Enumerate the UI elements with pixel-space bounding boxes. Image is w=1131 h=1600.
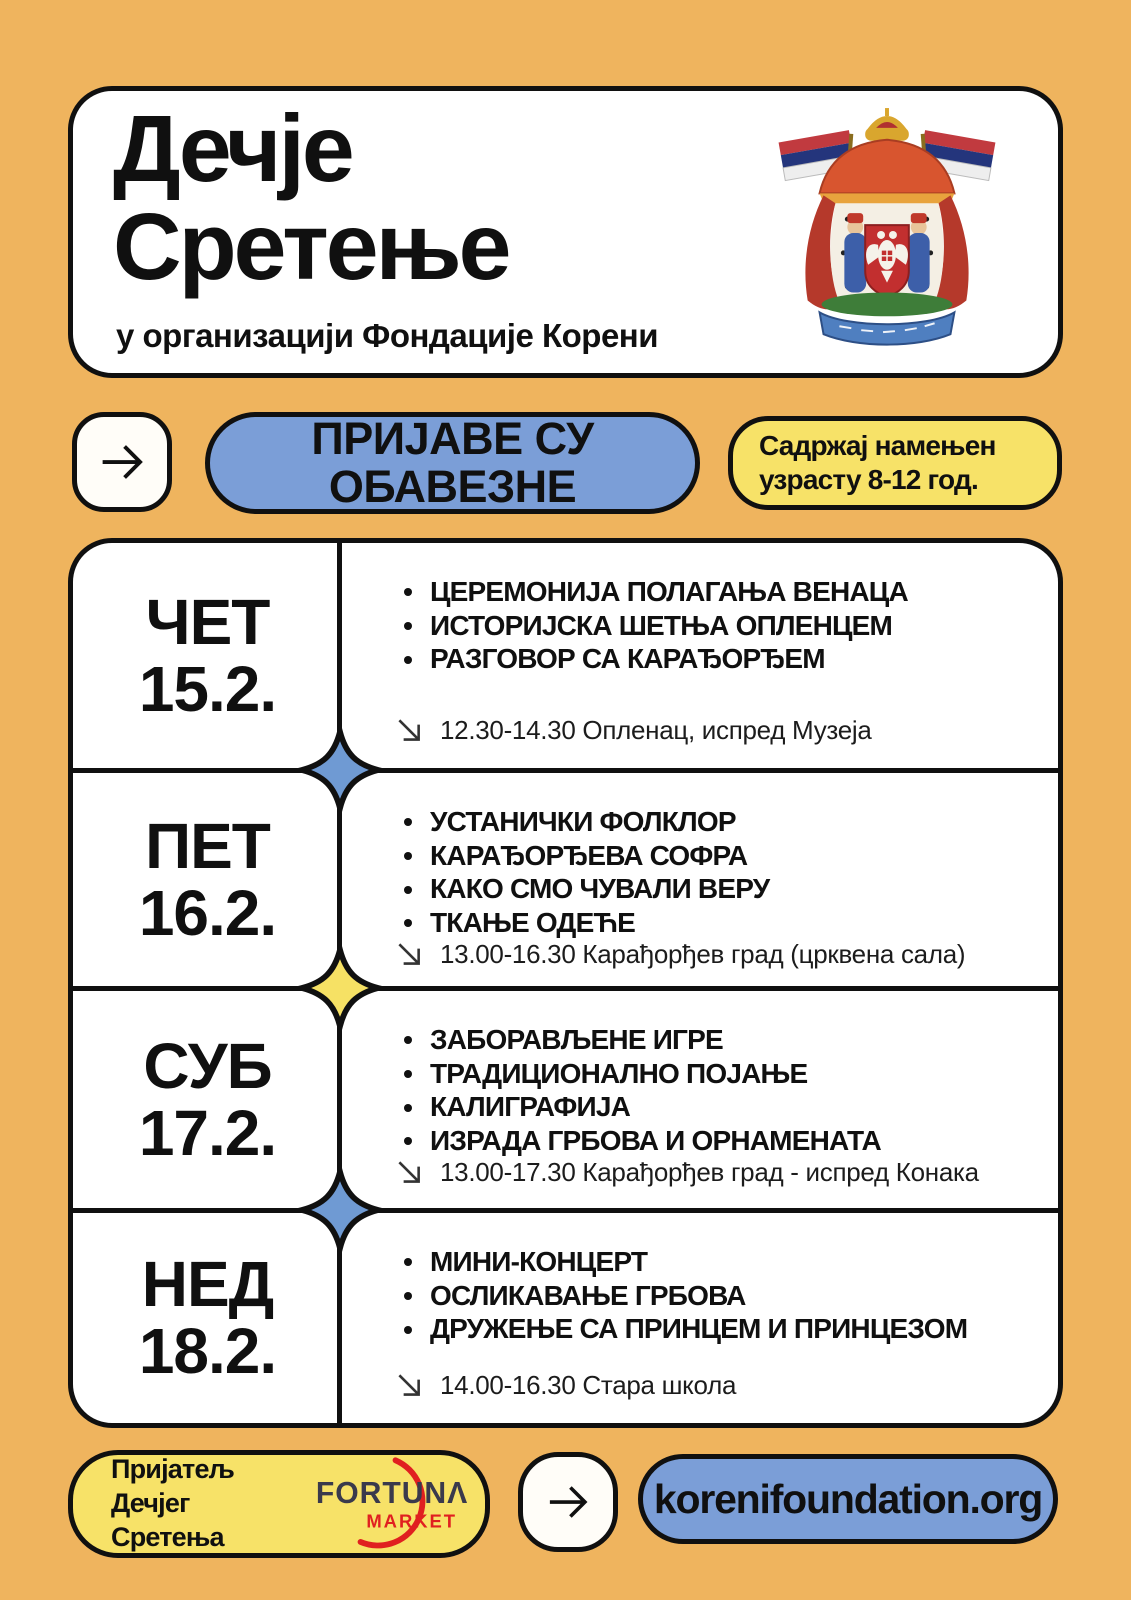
time-location — [394, 1370, 1044, 1401]
date-label: 17.2. — [138, 1096, 277, 1169]
activities-list — [394, 1023, 1044, 1157]
signup-line-2: ОБАВЕЗНЕ — [328, 461, 577, 512]
down-right-arrow-icon — [394, 1158, 424, 1188]
signup-required-banner — [205, 412, 700, 514]
down-right-arrow-icon — [394, 716, 424, 746]
guard-right-icon — [908, 213, 930, 292]
day-label: ПЕТ — [145, 809, 270, 882]
title-line-2: Сретење — [113, 193, 509, 300]
day-label: СУБ — [143, 1029, 272, 1102]
arrow-badge — [518, 1452, 618, 1552]
guard-left-icon — [844, 213, 866, 292]
activities-list — [394, 805, 1044, 939]
arrow-badge — [72, 412, 172, 512]
activity-item: КАРАЂОРЂЕВА СОФРА — [394, 839, 1044, 873]
schedule-row-friday — [73, 773, 1058, 991]
activities-cell — [342, 773, 1058, 986]
fortuna-wordmark: FORTUNΛ — [315, 1477, 469, 1511]
activity-item: УСТАНИЧКИ ФОЛКЛОР — [394, 805, 1044, 839]
title-line-1: Дечје — [113, 96, 352, 202]
day-label: НЕД — [141, 1248, 274, 1321]
activity-item: ЦЕРЕМОНИЈА ПОЛАГАЊА ВЕНАЦА — [394, 575, 1044, 609]
activity-item: ИСТОРИЈСКА ШЕТЊА ОПЛЕНЦЕМ — [394, 609, 1044, 643]
schedule-table — [68, 538, 1063, 1428]
activities-cell — [342, 543, 1058, 768]
page-subtitle: у организацији Фондације Корени — [116, 316, 659, 354]
time-location — [394, 715, 1044, 746]
date-label: 18.2. — [138, 1315, 277, 1387]
sponsor-caption-line-1: Пријатељ — [111, 1454, 235, 1485]
coat-of-arms-icon — [768, 103, 1006, 365]
activities-cell — [342, 1213, 1058, 1423]
activity-item: ТРАДИЦИОНАЛНО ПОЈАЊЕ — [394, 1057, 1044, 1091]
date-label: 15.2. — [138, 652, 277, 725]
activity-item: МИНИ-КОНЦЕРТ — [394, 1245, 1044, 1279]
activities-list — [394, 575, 1044, 676]
age-line-2: узрасту 8-12 год. — [759, 464, 978, 495]
age-range-badge — [728, 416, 1062, 510]
arrow-right-icon — [539, 1473, 597, 1531]
time-location-text: 13.00-16.30 Карађорђев град (црквена сала) — [440, 939, 966, 970]
day-label: ЧЕТ — [145, 585, 270, 658]
schedule-row-saturday — [73, 991, 1058, 1213]
four-point-star-icon — [297, 1167, 383, 1253]
activities-cell — [342, 991, 1058, 1208]
down-right-arrow-icon — [394, 940, 424, 970]
activity-item: КАКО СМО ЧУВАЛИ ВЕРУ — [394, 872, 1044, 906]
activity-item: ТКАЊЕ ОДЕЋЕ — [394, 906, 1044, 940]
down-right-arrow-icon — [394, 1371, 424, 1401]
sponsor-badge — [68, 1450, 490, 1558]
activity-item: ЗАБОРАВЉЕНЕ ИГРЕ — [394, 1023, 1044, 1057]
sponsor-caption — [111, 1453, 306, 1554]
time-location — [394, 1157, 1044, 1188]
signup-line-1: ПРИЈАВЕ СУ — [311, 412, 594, 464]
time-location-text: 13.00-17.30 Карађорђев град - испред Конака — [440, 1157, 979, 1188]
time-location-text: 12.30-14.30 Опленац, испред Музеја — [440, 715, 872, 745]
arrow-right-icon — [91, 431, 153, 493]
date-label: 16.2. — [138, 876, 277, 949]
age-line-1: Садржај намењен — [759, 430, 996, 462]
four-point-star-icon — [297, 727, 383, 813]
time-location-text: 14.00-16.30 Стара школа — [440, 1370, 737, 1400]
four-point-star-icon — [297, 945, 383, 1031]
activity-item: ИЗРАДА ГРБОВА И ОРНАМЕНАТА — [394, 1124, 1044, 1158]
activities-list — [394, 1245, 1044, 1346]
schedule-row-sunday — [73, 1213, 1058, 1428]
activity-item: РАЗГОВОР СА КАРАЂОРЂЕМ — [394, 642, 1044, 676]
activity-item: ОСЛИКАВАЊЕ ГРБОВА — [394, 1279, 1044, 1313]
sponsor-caption-line-2: Дечјег Сретења — [111, 1488, 224, 1552]
time-location — [394, 939, 1044, 970]
schedule-row-thursday — [73, 543, 1058, 773]
activity-item: ДРУЖЕЊЕ СА ПРИНЦЕМ И ПРИНЦЕЗОМ — [394, 1312, 1044, 1346]
fortuna-market-logo — [310, 1452, 475, 1556]
header-card — [68, 86, 1063, 378]
market-wordmark: MARKET — [366, 1510, 457, 1532]
activity-item: КАЛИГРАФИЈА — [394, 1090, 1044, 1124]
website-url[interactable]: korenifoundation.org — [653, 1475, 1043, 1522]
website-link[interactable] — [638, 1454, 1058, 1544]
